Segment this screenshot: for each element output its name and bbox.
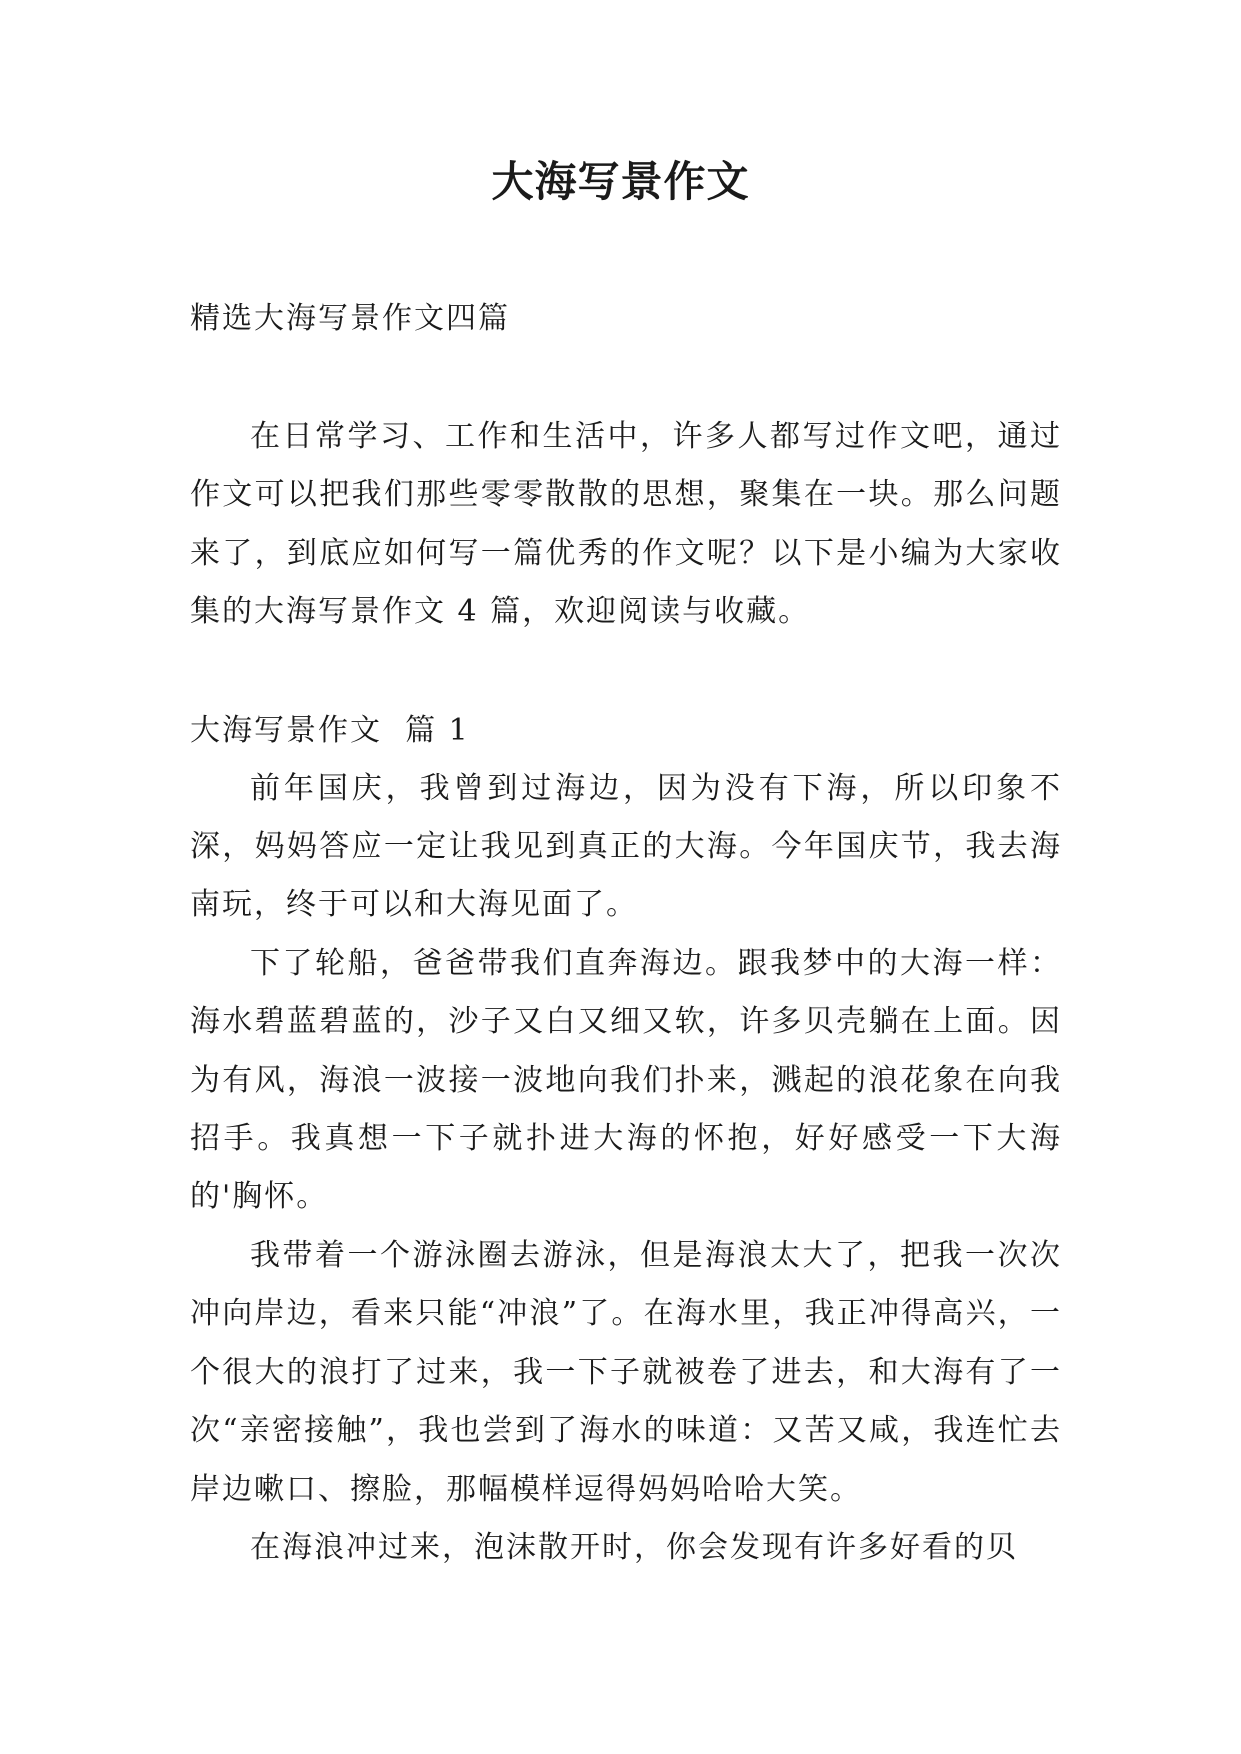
body-paragraph-1: 前年国庆，我曾到过海边，因为没有下海，所以印象不深，妈妈答应一定让我见到真正的大海。今年国庆节，我去海南玩，终于可以和大海见面了。 xyxy=(190,770,1062,923)
spacer xyxy=(190,642,1062,702)
body-paragraph-2: 下了轮船，爸爸带我们直奔海边。跟我梦中的大海一样：海水碧蓝碧蓝的，沙子又白又细又软，许多贝壳躺在上面。因为有风，海浪一波接一波地向我们扑来，溅起的浪花象在向我招手。我真想一下子就扑进大海的怀抱，好好感受一下大海的'胸怀。 xyxy=(190,945,1062,1215)
intro-paragraph: 在日常学习、工作和生活中，许多人都写过作文吧，通过作文可以把我们那些零零散散的思想，聚集在一块。那么问题来了，到底应如何写一篇优秀的作文呢？以下是小编为大家收集的大海写景作文 4 篇，欢迎阅读与收藏。 xyxy=(190,419,1062,630)
document-body xyxy=(190,290,1062,1577)
section-heading: 大海写景作文 篇 1 xyxy=(190,712,470,748)
document-subtitle: 精选大海写景作文四篇 xyxy=(190,301,510,336)
body-paragraph-3: 我带着一个游泳圈去游泳，但是海浪太大了，把我一次次冲向岸边，看来只能“冲浪”了。在海水里，我正冲得高兴，一个很大的浪打了过来，我一下子就被卷了进去，和大海有了一次“亲密接触”，我也尝到了海水的味道：又苦又咸，我连忙去岸边嗽口、擦脸，那幅模样逗得妈妈哈哈大笑。 xyxy=(190,1237,1062,1507)
body-paragraph-4: 在海浪冲过来，泡沫散开时，你会发现有许多好看的贝 xyxy=(250,1529,1018,1565)
document-title: 大海写景作文 xyxy=(491,157,750,206)
spacer xyxy=(190,348,1062,408)
